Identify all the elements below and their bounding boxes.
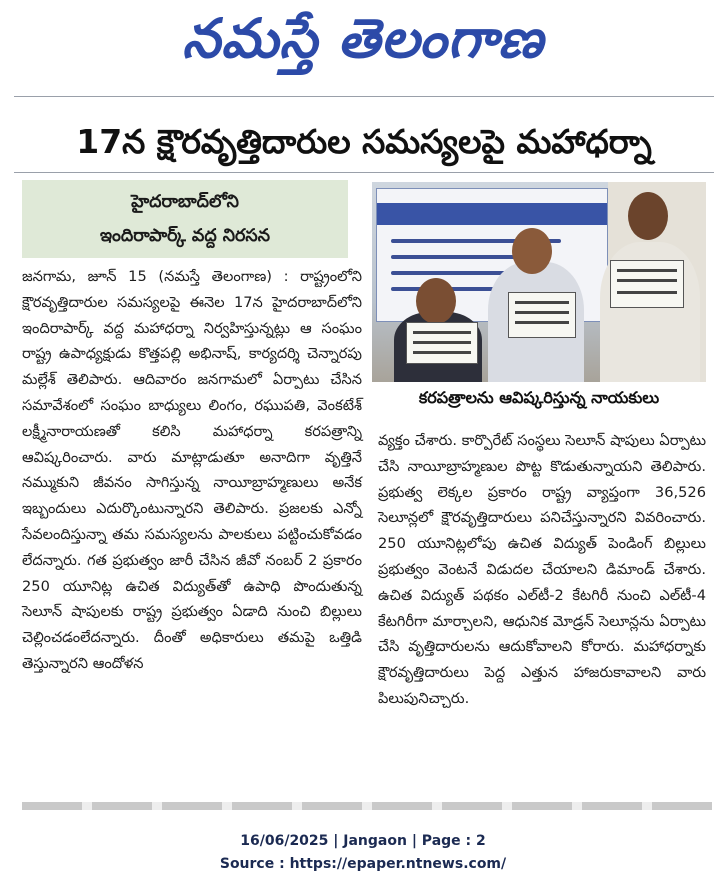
headline-divider [14,172,714,173]
article-headline: 17న క్షౌరవృత్తిదారుల సమస్యలపై మహాధర్నా [76,122,652,161]
subhead-line-2: ఇందిరాపార్క్ వద్ద నిరసన [100,226,270,246]
news-photo [372,182,706,382]
column-1-paragraph: జనగామ, జూన్ 15 (నమస్తే తెలంగాణ) : రాష్ట్రంలోని క్షౌరవృత్తిదారుల సమస్యలపై ఈనెల 17న హైదరాబాద్‌లోని ఇందిరాపార్క్ వద్ద మహాధర్నా నిర్వహిస్తున్నట్లు ఆ సంఘం రాష్ట్ర ఉపాధ్యక్షుడు కొత్తపల్లి అభినాష్, కార్యదర్శి చెన్నారపు మల్లేశ్ తెలిపారు. ఆదివారం జనగామలో ఏర్పాటు చేసిన సమావేశంలో సంఘం బాధ్యులు లింగం, రఘుపతి, వెంకటేశ్ లక్ష్మీనారాయణతో కలిసి మహాధర్నా కరపత్రాన్ని ఆవిష్కరించారు. వారు మాట్లాడుతూ అనాదిగా వృత్తినే నమ్ముకుని జీవనం సాగిస్తున్న నాయీబ్రాహ్మణులు అనేక ఇబ్బందులు ఎదుర్కొంటున్నారని తెలిపారు. ప్రజలకు ఎన్నో సేవలందిస్తున్నా తమ సమస్యలను పాలకులు పట్టించుకోవడం లేదన్నారు. గత ప్రభుత్వం జారీ చేసిన జీవో నంబర్ 2 ప్రకారం 250 యూనిట్ల ఉచిత విద్యుత్‌తో ఉపాధి పొందుతున్న సెలూన్ షాపులకు రాష్ట్ర ప్రభుత్వం ఏడాది నుంచి బిల్లులు చెల్లించడంలేదన్నారు. దీంతో అధికారులు తమపై ఒత్తిడి తెస్తున్నారని ఆందోళన [22,268,362,672]
column-2-paragraph: వ్యక్తం చేశారు. కార్పొరేట్ సంస్థలు సెలూన్ షాపులు ఏర్పాటు చేసి నాయీబ్రాహ్మణుల పొట్ట కొడుతున్నాయని తెలిపారు. ప్రభుత్వ లెక్కల ప్రకారం రాష్ట్ర వ్యాప్తంగా 36,526 సెలూన్లలో క్షౌరవృత్తిదారులు పనిచేస్తున్నారని వివరించారు. 250 యూనిట్లలోపు ఉచిత విద్యుత్ పెండింగ్ బిల్లులు ప్రభుత్వం వెంటనే విడుదల చేయాలని డిమాండ్ చేశారు. ఉచిత విద్యుత్ పథకం ఎల్‌టీ-2 కేటగిరీ నుంచి ఎల్‌టీ-4 కేటగిరీగా మార్చాలని, ఆధునిక మోడ్రన్ సెలూన్లను ఏర్పాటు చేసి వృత్తిదారులను ఆదుకోవాలని కోరారు. మహాధర్నాకు క్షౌరవృత్తిదారులు పెద్ద ఎత్తున హాజరుకావాలని వారు పిలుపునిచ్చారు. [378,432,706,707]
article-subhead [22,180,348,258]
article-column-2 [378,428,706,712]
edition-line: 16/06/2025 | Jangaon | Page : 2 [240,833,486,849]
photo-caption: కరపత్రాలను ఆవిష్కరిస్తున్న నాయకులు [418,388,660,407]
article-column-1 [22,264,362,677]
clipped-text-strip [22,802,712,810]
subhead-line-1: హైదరాబాద్‌లోని [131,192,239,212]
top-divider [14,96,714,97]
masthead-title: నమస్తే తెలంగాణ [182,7,544,70]
source-line: Source : https://epaper.ntnews.com/ [219,856,507,872]
masthead [0,0,726,82]
